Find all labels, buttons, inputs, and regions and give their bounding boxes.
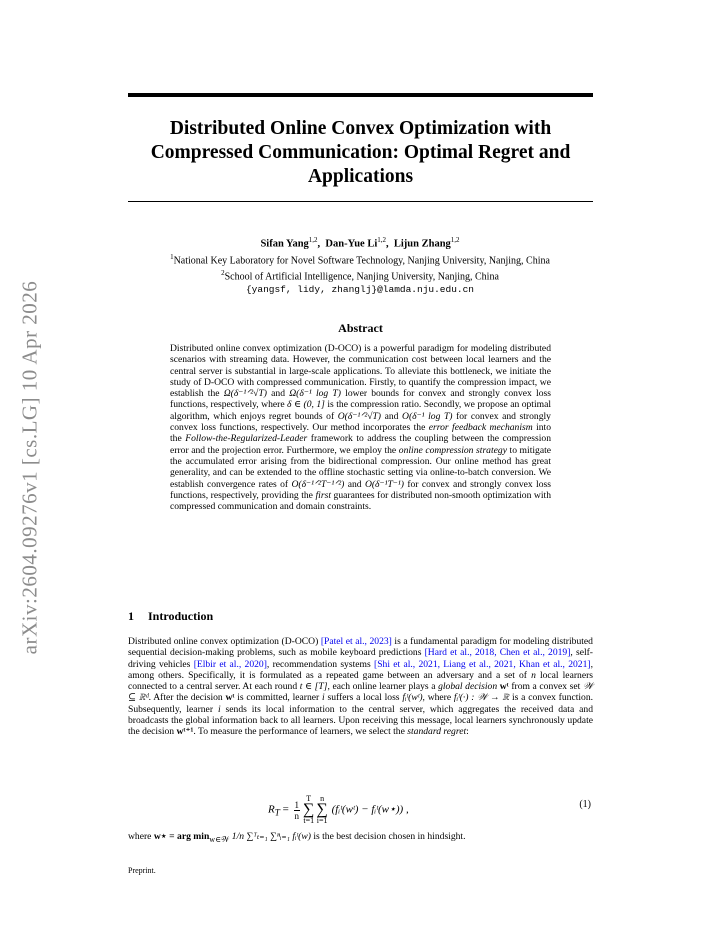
body-text: :	[466, 726, 469, 738]
math-inline: 1/n ∑ᵀₜ₌₁ ∑ⁿᵢ₌₁ fᵢᵗ(w)	[231, 831, 311, 842]
title-line: Compressed Communication: Optimal Regret and	[150, 142, 571, 163]
abstract-text: and	[384, 410, 399, 422]
affiliation-text: National Key Laboratory for Novel Software Technology, Nanjing University, Nanjing, China	[173, 254, 550, 266]
affiliation-1	[100, 251, 620, 267]
title-rule-top	[128, 93, 593, 97]
author-name: Dan-Yue Li	[325, 238, 378, 250]
math-inline: i	[322, 692, 325, 704]
fraction-numerator: 1	[294, 799, 300, 810]
paper-title	[128, 117, 593, 189]
body-text: Distributed online convex optimization (D-OCO)	[128, 636, 319, 647]
title-line: Distributed Online Convex Optimization with	[169, 118, 552, 139]
author-names: Sifan Yang$^{1,2}$, Dan-Yue Li$^{1,2}$, Lijun Zhang$^{1,2}$	[260, 236, 460, 250]
sum-upper-limit: T	[306, 794, 312, 803]
affiliation-marker: 1	[170, 252, 174, 261]
section-number: 1	[128, 609, 134, 623]
math-inline: δ ∈ (0, 1]	[287, 399, 325, 411]
math-inline: O(δ⁻¹ᐟ²T⁻¹ᐟ²)	[291, 478, 345, 490]
arxiv-stamp	[10, 262, 50, 672]
abstract-text: for convex and strongly convex loss functions, respectively, providing the	[170, 478, 551, 501]
section-heading-introduction	[128, 609, 213, 624]
body-text: is committed, learner	[237, 692, 320, 704]
math-inline: Ω(δ⁻¹ᐟ²√T)	[223, 388, 267, 400]
author-name: Sifan Yang	[260, 238, 309, 250]
author-affiliation-marker: 1,2	[377, 236, 387, 244]
body-text: . After the decision	[148, 692, 223, 704]
equation-lhs: R	[268, 803, 275, 816]
citation-link[interactable]: [Hard et al., 2018, Chen et al., 2019]	[424, 647, 571, 659]
sum-sign: ∑	[303, 801, 315, 818]
math-inline: wᵗ	[499, 681, 509, 693]
equation-summand: (fᵢᵗ(wᵗ) − fᵢᵗ(w⋆)) ,	[331, 803, 409, 816]
author-name: Lijun Zhang	[393, 238, 451, 250]
sum-over-i	[316, 795, 327, 825]
equation-fraction	[294, 800, 301, 821]
sum-upper-limit: n	[320, 794, 325, 803]
affiliation-marker: 2	[221, 268, 225, 277]
sum-lower-limit: i=1	[316, 816, 328, 825]
abstract-text: framework to address the coupling between the compression error and the projection error. Furthermore, we employ the	[170, 433, 551, 456]
author-emails: {yangsf, lidy, zhanglj}@lamda.nju.edu.cn	[245, 284, 475, 296]
body-text: suffers a local loss	[327, 692, 400, 704]
abstract-text: Distributed online convex optimization (D-OCO) is a powerful paradigm for modeling distributed scenarios with streaming data. However, the communication cost between local learners and the central server is substantial in large-scale applications. To alleviate this bottleneck, we initiate the study of D-OCO with compressed communication. Firstly, to quantify the compression impact, we establish the	[170, 343, 551, 400]
body-text: is a convex function. Subsequently, learner	[128, 692, 594, 715]
body-text: sends its local information to the central server, which aggregates the received data and broadcasts the global information back to all learners. Upon receiving this message, local learners synchronously update the decision	[128, 703, 593, 738]
math-inline: fᵢᵗ(wᵗ)	[402, 692, 423, 704]
body-text: , where	[422, 692, 452, 704]
body-text: , self-driving vehicles	[128, 647, 594, 670]
where-clause	[128, 831, 593, 845]
body-text: local learners connected to a central server. At each round	[128, 669, 594, 693]
sum-over-t	[303, 795, 314, 825]
emphasis: first	[315, 489, 331, 501]
abstract-text: into the	[170, 422, 552, 445]
abstract-body	[170, 343, 551, 512]
abstract-text: and	[271, 388, 286, 400]
sum-sign: ∑	[316, 801, 328, 818]
emphasis: error feedback mechanism	[428, 422, 533, 434]
math-subscript: w∈𝒲	[209, 834, 230, 844]
abstract-text: guarantees for distributed non-smooth optimization with compressed communication and domain constraints.	[170, 489, 551, 513]
citation-link[interactable]: [Patel et al., 2023]	[320, 636, 392, 647]
abstract-text: for convex and strongly convex loss functions, respectively. Our method incorporates the	[170, 410, 551, 434]
body-text: , recommendation systems	[266, 658, 371, 670]
abstract-text: is the compression ratio. Secondly, we propose an optimal algorithm, which enjoys regret bounds of	[170, 399, 552, 422]
abstract-heading: Abstract	[338, 321, 383, 335]
title-line: Applications	[307, 166, 414, 187]
sum-lower-limit: t=1	[303, 816, 315, 825]
equation-regret	[128, 791, 593, 823]
math-inline: O(δ⁻¹ᐟ²√T)	[337, 410, 381, 422]
introduction-paragraph	[128, 636, 593, 738]
footer-preprint: Preprint.	[128, 866, 156, 875]
fraction-denominator: n	[294, 810, 300, 821]
math-inline: n	[531, 669, 536, 681]
title-rule-bottom	[128, 201, 593, 202]
affiliation-2	[100, 267, 620, 283]
math-inline: O(δ⁻¹T⁻¹)	[364, 478, 404, 490]
math-inline: wᵗ	[225, 692, 235, 704]
body-text: , each online learner plays a	[327, 681, 436, 693]
equation-number: (1)	[579, 799, 591, 810]
body-text: from a convex set	[511, 681, 581, 693]
affiliation-text: School of Artificial Intelligence, Nanjing University, Nanjing, China	[224, 271, 499, 283]
abstract-text: to mitigate the accumulated error arising from the bidirectional compression. Our online method has great generality, and can be extended to the offline stochastic setting via online-to-batch conversion. We establish convergence rates of	[170, 444, 551, 490]
equation-equals: =	[279, 803, 292, 816]
body-text: where	[128, 831, 152, 842]
emphasis: online compression strategy	[398, 444, 507, 456]
body-text: is the best decision chosen in hindsight.	[313, 831, 466, 842]
emphasis: global decision	[438, 681, 498, 693]
emphasis: Follow-the-Regularized-Leader	[185, 433, 308, 445]
math-inline: t ∈ [T]	[299, 681, 328, 693]
equation-lhs-subscript: T	[274, 807, 280, 818]
math-inline: 𝒲 ⊆ ℝᵈ	[128, 681, 593, 704]
body-text: . To measure the performance of learners, we select the	[193, 726, 405, 738]
abstract-text: and	[347, 478, 362, 490]
math-inline: fᵢᵗ(·) : 𝒲 → ℝ	[453, 692, 510, 704]
math-inline: Ω(δ⁻¹ log T)	[289, 388, 341, 400]
math-inline: wᵗ⁺¹	[176, 726, 194, 738]
section-title: Introduction	[148, 609, 214, 623]
citation-link[interactable]: [Shi et al., 2021, Liang et al., 2021, Khan et al., 2021]	[374, 658, 591, 670]
body-text: , among others. Specifically, it is formulated as a repeated game between an adversary and a set of	[128, 658, 594, 681]
arxiv-stamp-text: arXiv:2604.09276v1 [cs.LG] 10 Apr 2026	[17, 280, 42, 654]
abstract-text: lower bounds for convex and strongly convex loss functions, respectively, where	[170, 388, 551, 411]
math-inline: i	[217, 703, 221, 715]
emphasis: standard regret	[407, 726, 467, 738]
author-block	[100, 234, 620, 296]
math-inline: O(δ⁻¹ log T)	[402, 410, 453, 422]
math-inline: w⋆ = arg min	[153, 831, 210, 842]
author-affiliation-marker: 1,2	[450, 236, 460, 244]
citation-link[interactable]: [Elbir et al., 2020]	[193, 658, 267, 670]
body-text: is a fundamental paradigm for modeling distributed sequential decision-making problems, such as mobile keyboard predictions	[128, 636, 593, 659]
equation-body	[268, 795, 409, 825]
author-affiliation-marker: 1,2	[308, 236, 318, 244]
